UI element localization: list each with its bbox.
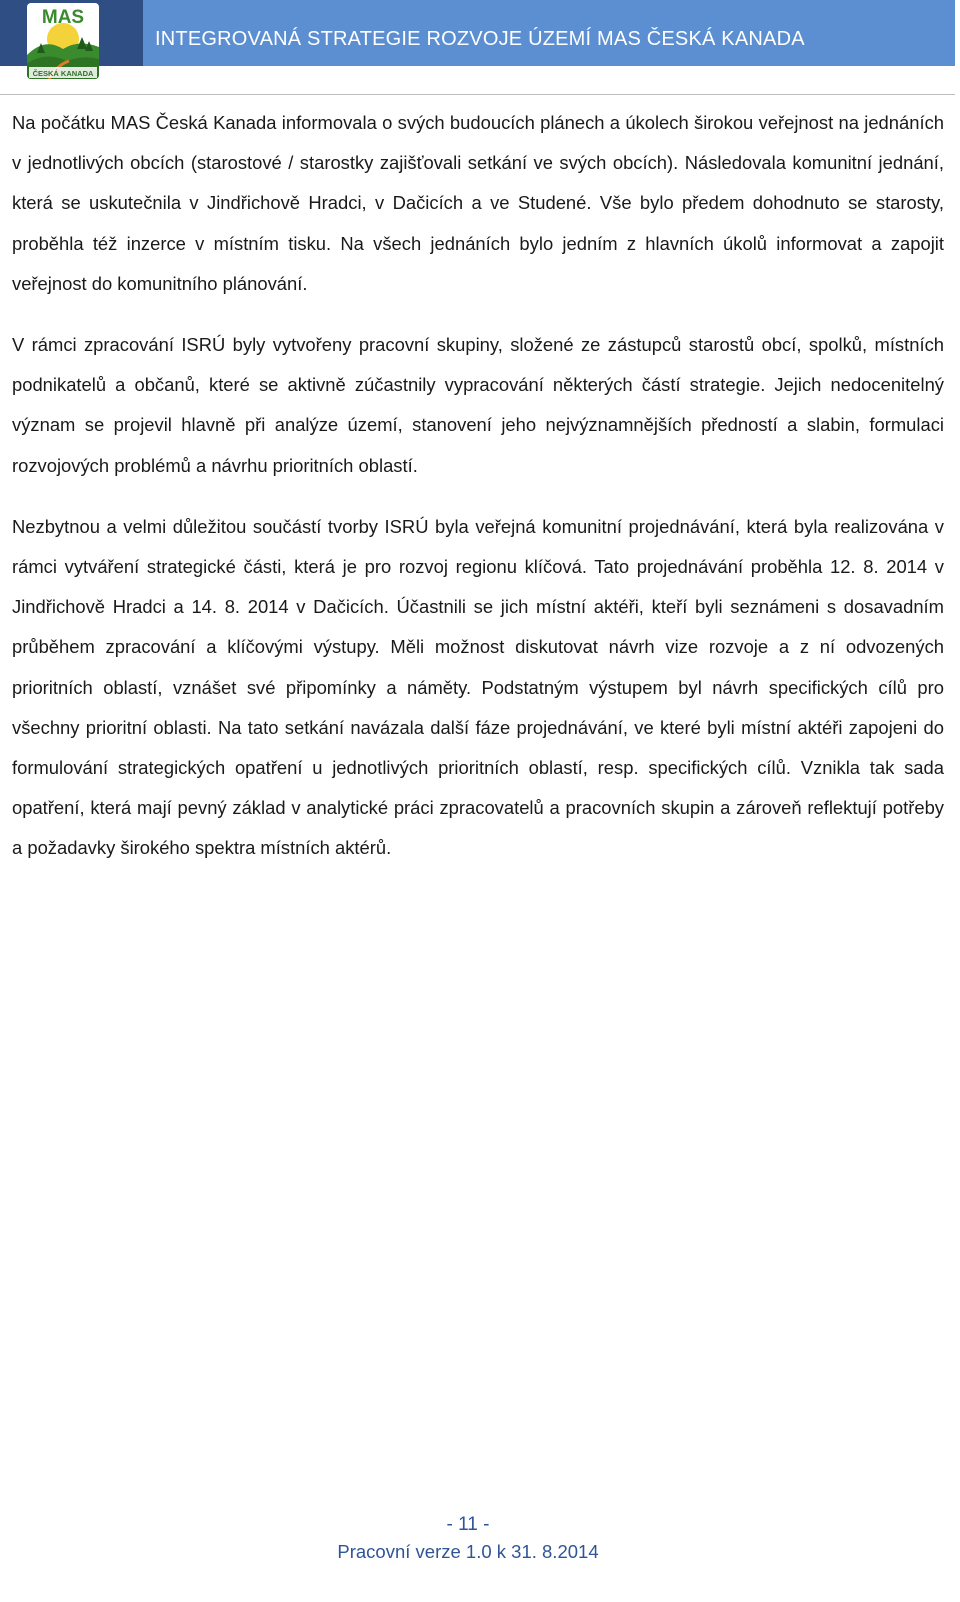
paragraph: V rámci zpracování ISRÚ byly vytvořeny pracovní skupiny, složené ze zástupců starostů obcí, spolků, místních podnikatelů a občanů, které se aktivně zúčastnily vypracování některých částí strategie. Jejich nedocenitelný význam se projevil hlavně při analýze území, stanovení jeho nejvýznamnějších předností a slabin, formulaci rozvojových problémů a návrhu prioritních oblastí. — [12, 334, 944, 476]
paragraph: Nezbytnou a velmi důležitou součástí tvorby ISRÚ byla veřejná komunitní projednávání, která byla realizována v rámci vytváření strategické části, která je pro rozvoj regionu klíčová. Tato projednávání proběhla 12. 8. 2014 v Jindřichově Hradci a 14. 8. 2014 v Dačicích. Účastnili se jich místní aktéři, kteří byli seznámeni s dosavadním průběhem zpracování a klíčovými výstupy. Měli možnost diskutovat návrh vize rozvoje a z ní odvozených prioritních oblastí, vznášet své připomínky a náměty. Podstatným výstupem byl návrh specifických cílů pro všechny prioritní oblasti. Na tato setkání navázala další fáze projednávání, ve které byli místní aktéři zapojeni do formulování strategických opatření u jednotlivých prioritních oblastí, resp. specifických cílů. Vznikla tak sada opatření, která mají pevný základ v analytické práci zpracovatelů a pracovních skupin a zároveň reflektují potřeby a požadavky širokého spektra místních aktérů. — [12, 515, 944, 859]
logo-text-top: MAS — [41, 7, 85, 28]
page-header — [0, 0, 960, 96]
mas-logo — [27, 3, 99, 79]
document-body — [12, 103, 944, 869]
version-label: Pracovní verze 1.0 k 31. 8.2014 — [337, 1541, 599, 1562]
logo-text-bottom: ČESKÁ KANADA — [32, 69, 94, 78]
page-number: - 11 - — [446, 1514, 490, 1535]
document-title: INTEGROVANÁ STRATEGIE ROZVOJE ÚZEMÍ MAS ČESKÁ KANADA — [155, 28, 805, 50]
paragraph: Na počátku MAS Česká Kanada informovala o svých budoucích plánech a úkolech širokou veřejnost na jednáních v jednotlivých obcích (starostové / starostky zajišťovali setkání ve svých obcích). Následovala komunitní jednání, která se uskutečnila v Jindřichově Hradci, v Dačicích a ve Studené. Vše bylo předem dohodnuto se starosty, proběhla též inzerce v místním tisku. Na všech jednáních bylo jedním z hlavních úkolů informovat a zapojit veřejnost do komunitního plánování. — [12, 112, 944, 294]
page-footer — [0, 1512, 960, 1566]
header-divider — [0, 94, 955, 95]
